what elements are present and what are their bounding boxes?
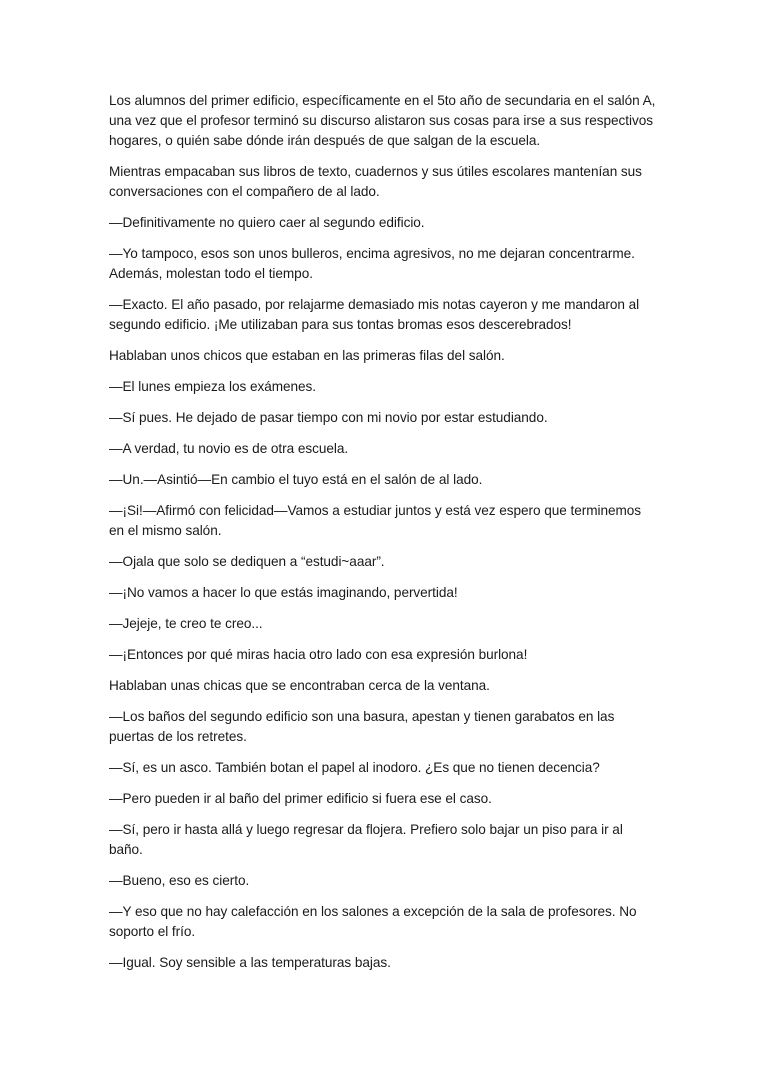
paragraph: —¡Si!—Afirmó con felicidad—Vamos a estudiar juntos y está vez espero que terminemos en el mismo salón.: [109, 503, 642, 538]
paragraph: —Los baños del segundo edificio son una basura, apestan y tienen garabatos en las puertas de los retretes.: [109, 709, 615, 744]
paragraph: —Sí, es un asco. También botan el papel al inodoro. ¿Es que no tienen decencia?: [109, 760, 600, 775]
paragraph: —Un.—Asintió—En cambio el tuyo está en el salón de al lado.: [109, 472, 483, 487]
paragraph: —Exacto. El año pasado, por relajarme demasiado mis notas cayeron y me mandaron al segundo edificio. ¡Me utilizaban para sus tontas bromas esos descerebrados!: [109, 297, 640, 332]
paragraph: —Definitivamente no quiero caer al segundo edificio.: [109, 215, 425, 230]
paragraph: Los alumnos del primer edificio, específicamente en el 5to año de secundaria en el salón A, una vez que el profesor terminó su discurso alistaron sus cosas para irse a sus respectivos hogares, o quién sabe dónde irán después de que salgan de la escuela.: [109, 93, 656, 148]
paragraph: Hablaban unas chicas que se encontraban cerca de la ventana.: [109, 678, 490, 693]
paragraph: —Sí pues. He dejado de pasar tiempo con mi novio por estar estudiando.: [109, 410, 548, 425]
paragraph: Hablaban unos chicos que estaban en las primeras filas del salón.: [109, 348, 505, 363]
paragraph: —¡Entonces por qué miras hacia otro lado con esa expresión burlona!: [109, 647, 528, 662]
paragraph: Mientras empacaban sus libros de texto, cuadernos y sus útiles escolares mantenían sus conversaciones con el compañero de al lado.: [109, 164, 642, 199]
document-body: [109, 91, 657, 984]
paragraph: —Y eso que no hay calefacción en los salones a excepción de la sala de profesores. No soporto el frío.: [109, 904, 637, 939]
paragraph: —Bueno, eso es cierto.: [109, 873, 250, 888]
paragraph: —A verdad, tu novio es de otra escuela.: [109, 441, 349, 456]
paragraph: —Ojala que solo se dediquen a “estudi~aaar”.: [109, 554, 385, 569]
paragraph: —Sí, pero ir hasta allá y luego regresar da flojera. Prefiero solo bajar un piso para ir al baño.: [109, 822, 623, 857]
paragraph: —Jejeje, te creo te creo...: [109, 616, 263, 631]
paragraph: —Igual. Soy sensible a las temperaturas bajas.: [109, 955, 391, 970]
paragraph: —Pero pueden ir al baño del primer edificio si fuera ese el caso.: [109, 791, 492, 806]
paragraph: —El lunes empieza los exámenes.: [109, 379, 316, 394]
paragraph: —¡No vamos a hacer lo que estás imaginando, pervertida!: [109, 585, 458, 600]
paragraph: —Yo tampoco, esos son unos bulleros, encima agresivos, no me dejaran concentrarme. Además, molestan todo el tiempo.: [109, 246, 635, 281]
